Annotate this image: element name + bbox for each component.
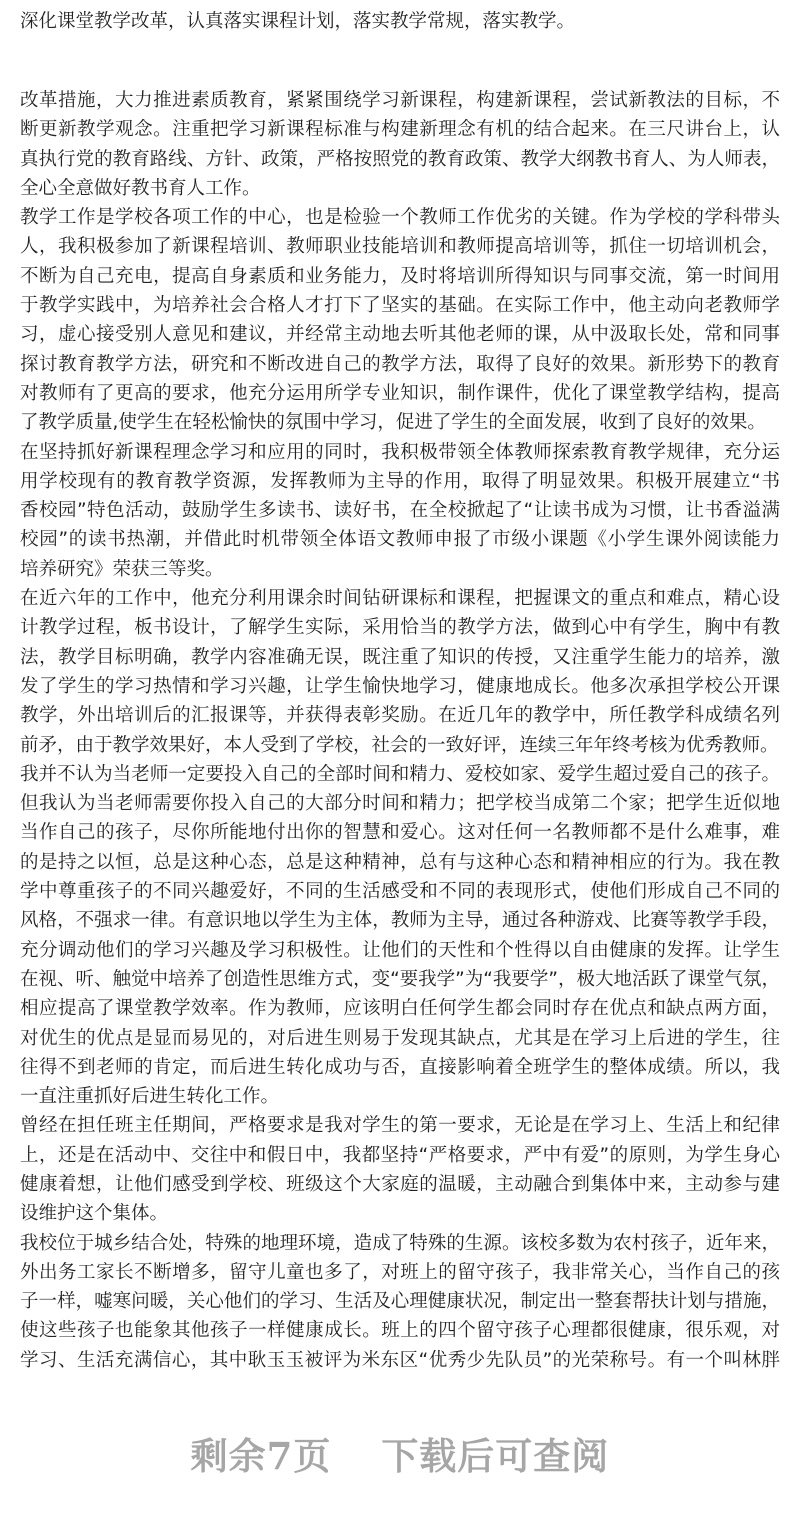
text-line: 上，还是在活动中、交往中和假日中，我都坚持“严格要求，严中有爱”的原则，为学生身心 bbox=[20, 1144, 780, 1166]
text-line: 学中尊重孩子的不同兴趣爱好，不同的生活感受和不同的表现形式，使他们形成自己不同的 bbox=[20, 881, 780, 903]
text-line: 校园”的读书热潮，并借此时机带领全体语文教师申报了市级小课题《小学生课外阅读能力 bbox=[20, 529, 780, 551]
text-line: 前矛，由于教学效果好，本人受到了学校，社会的一致好评，连续三年年终考核为优秀教师。 bbox=[20, 734, 779, 756]
text-line: 曾经在担任班主任期间，严格要求是我对学生的第一要求，无论是在学习上、生活上和纪律 bbox=[20, 1115, 780, 1137]
text-line: 发了学生的学习热情和学习兴趣，让学生愉快地学习，健康地成长。他多次承担学校公开课 bbox=[20, 675, 780, 697]
text-line: 相应提高了课堂教学效率。作为教师，应该明白任何学生都会同时存在优点和缺点两方面， bbox=[20, 998, 780, 1020]
text-line: 往得不到老师的肯定，而后进生转化成功与否，直接影响着全班学生的整体成绩。所以，我 bbox=[20, 1056, 780, 1078]
text-line: 习，虚心接受别人意见和建议，并经常主动地去听其他老师的课，从中汲取长处，常和同事 bbox=[20, 324, 780, 346]
text-line: 对教师有了更高的要求，他充分运用所学专业知识，制作课件，优化了课堂教学结构，提高 bbox=[20, 382, 780, 404]
text-line: 教学工作是学校各项工作的中心，也是检验一个教师工作优劣的关键。作为学校的学科带头 bbox=[20, 207, 780, 229]
text-line: 但我认为当老师需要你投入自己的大部分时间和精力；把学校当成第二个家；把学生近似地 bbox=[20, 793, 780, 815]
paragraph bbox=[20, 1111, 780, 1228]
text-line: 法，教学目标明确，教学内容准确无误，既注重了知识的传授，又注重学生能力的培养，激 bbox=[20, 646, 780, 668]
text-line: 外出务工家长不断增多，留守儿童也多了，对班上的留守孩子，我非常关心，当作自己的孩 bbox=[20, 1261, 780, 1283]
text-line: 的是持之以恒，总是这种心态，总是这种精神，总有与这种心态和精神相应的行为。我在教 bbox=[20, 851, 780, 873]
text-line: 一直注重抓好后进生转化工作。 bbox=[20, 1086, 280, 1108]
text-line: 在坚持抓好新课程理念学习和应用的同时，我积极带领全体教师探索教育教学规律，充分运 bbox=[20, 441, 780, 463]
document-body bbox=[20, 86, 780, 1375]
text-line: 健康着想，让他们感受到学校、班级这个大家庭的温暖，主动融合到集体中来，主动参与建 bbox=[20, 1173, 780, 1195]
paragraph bbox=[20, 7, 780, 36]
intro-text bbox=[20, 7, 780, 36]
text-line: 设维护这个集体。 bbox=[20, 1203, 169, 1225]
paragraph bbox=[20, 760, 780, 1112]
text-line: 对优生的优点是显而易见的，对后进生则易于发现其缺点，尤其是在学习上后进的学生，往 bbox=[20, 1027, 780, 1049]
text-line: 用学校现有的教育教学资源，发挥教师为主导的作用，取得了明显效果。积极开展建立“书 bbox=[20, 470, 780, 492]
text-line: 培养研究》荣获三等奖。 bbox=[20, 558, 224, 580]
text-line: 香校园”特色活动，鼓励学生多读书、读好书，在全校掀起了“让读书成为习惯，让书香溢满 bbox=[20, 500, 780, 522]
download-prompt[interactable] bbox=[0, 1426, 800, 1480]
text-line: 全心全意做好教书育人工作。 bbox=[20, 177, 261, 199]
text-line: 我并不认为当老师一定要投入自己的全部时间和精力、爱校如家、爱学生超过爱自己的孩子。 bbox=[20, 763, 780, 785]
text-line: 在视、听、触觉中培养了创造性思维方式，变“要我学”为“我要学”，极大地活跃了课堂气氛， bbox=[20, 968, 780, 990]
text-line: 断更新教学观念。注重把学习新课程标准与构建新理念有机的结合起来。在三尺讲台上，认 bbox=[20, 119, 780, 141]
text-line: 在近六年的工作中，他充分利用课余时间钻研课标和课程，把握课文的重点和难点，精心设 bbox=[20, 588, 780, 610]
text-line: 当作自己的孩子，尽你所能地付出你的智慧和爱心。这对任何一名教师都不是什么难事，难 bbox=[20, 822, 780, 844]
text-line: 充分调动他们的学习兴趣及学习积极性。让他们的天性和个性得以自由健康的发挥。让学生 bbox=[20, 939, 780, 961]
text-line: 深化课堂教学改革，认真落实课程计划，落实教学常规，落实教学。 bbox=[20, 11, 576, 32]
text-line: 人，我积极参加了新课程培训、教师职业技能培训和教师提高培训等，抓住一切培训机会， bbox=[20, 236, 780, 258]
text-line: 了教学质量,使学生在轻松愉快的氛围中学习，促进了学生的全面发展，收到了良好的效果。 bbox=[20, 412, 766, 434]
remaining-pages-label: 剩余7页 bbox=[190, 1434, 332, 1478]
download-to-view-label[interactable]: 下载后可查阅 bbox=[381, 1434, 610, 1478]
text-line: 使这些孩子也能象其他孩子一样健康成长。班上的四个留守孩子心理都很健康，很乐观，对 bbox=[20, 1320, 780, 1342]
text-line: 探讨教育教学方法，研究和不断改进自己的教学方法，取得了良好的效果。新形势下的教育 bbox=[20, 353, 780, 375]
text-line: 改革措施，大力推进素质教育，紧紧围绕学习新课程，构建新课程，尝试新教法的目标，不 bbox=[20, 90, 780, 111]
paragraph bbox=[20, 86, 780, 203]
text-line: 真执行党的教育路线、方针、政策，严格按照党的教育政策、教学大纲教书育人、为人师表， bbox=[20, 148, 780, 170]
text-line: 计教学过程，板书设计，了解学生实际，采用恰当的教学方法，做到心中有学生，胸中有教 bbox=[20, 617, 780, 639]
text-line: 于教学实践中，为培养社会合格人才打下了坚实的基础。在实际工作中，他主动向老教师学 bbox=[20, 295, 780, 317]
paragraph bbox=[20, 584, 780, 760]
text-line: 风格，不强求一律。有意识地以学生为主体，教师为主导，通过各种游戏、比赛等教学手段， bbox=[20, 910, 780, 932]
text-line: 学习、生活充满信心，其中耿玉玉被评为米东区“优秀少先队员”的光荣称号。有一个叫林胖 bbox=[20, 1349, 780, 1371]
text-line: 我校位于城乡结合处，特殊的地理环境，造成了特殊的生源。该校多数为农村孩子，近年来， bbox=[20, 1232, 780, 1254]
text-line: 教学，外出培训后的汇报课等，并获得表彰奖励。在近几年的教学中，所任教学科成绩名列 bbox=[20, 705, 780, 727]
paragraph bbox=[20, 1229, 780, 1375]
paragraph bbox=[20, 203, 780, 437]
paragraph bbox=[20, 438, 780, 584]
text-line: 不断为自己充电，提高自身素质和业务能力，及时将培训所得知识与同事交流，第一时间用 bbox=[20, 265, 780, 287]
text-line: 子一样，嘘寒问暖，关心他们的学习、生活及心理健康状况，制定出一整套帮扶计划与措施， bbox=[20, 1291, 780, 1313]
